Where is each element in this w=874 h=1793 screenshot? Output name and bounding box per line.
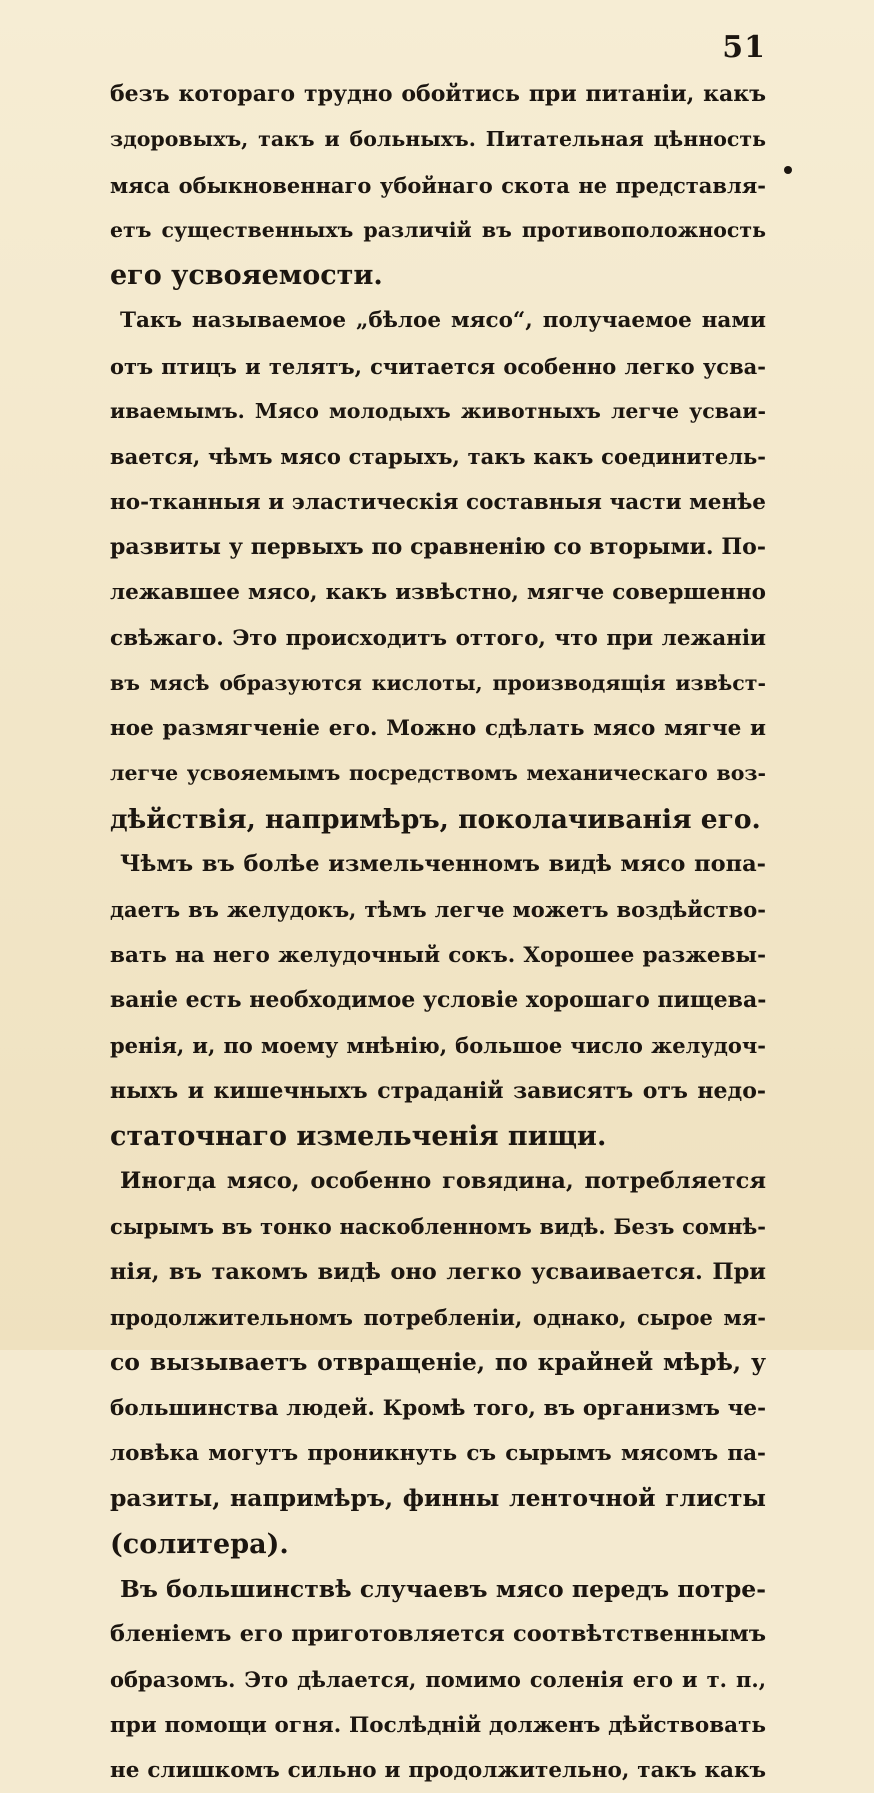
text-line: ное размягченіе его. Можно сдѣлать мясо мягче и <box>110 716 766 742</box>
text-line: нія, въ такомъ видѣ оно легко усваивается. При <box>110 1258 766 1285</box>
text-line: при помощи огня. Послѣдній долженъ дѣйствовать <box>110 1712 766 1738</box>
text-line: отъ птицъ и телятъ, считается особенно легко усва- <box>110 353 766 379</box>
text-line: етъ существенныхъ различій въ противоположность <box>110 217 766 242</box>
text-line: даетъ въ желудокъ, тѣмъ легче можетъ воздѣйство- <box>110 897 766 923</box>
text-line: ваніе есть необходимое условіе хорошаго пищева- <box>110 986 767 1013</box>
text-line: его усвояемости. <box>110 260 383 292</box>
text-line: дѣйствія, напримѣръ, поколачиванія его. <box>110 803 761 835</box>
text-line: большинства людей. Кромѣ того, въ организмъ че- <box>110 1395 766 1421</box>
text-line: продолжительномъ потребленіи, однако, сырое мя- <box>110 1305 766 1331</box>
page-number: 51 <box>722 30 766 65</box>
text-line: лежавшее мясо, какъ извѣстно, мягче совершенно <box>110 580 766 606</box>
text-line: ныхъ и кишечныхъ страданій зависятъ отъ недо- <box>110 1077 766 1104</box>
text-line: безъ котораго трудно обойтись при питаніи, какъ <box>110 81 766 107</box>
text-line: легче усвояемымъ посредствомъ механическаго воз- <box>110 761 766 786</box>
text-line: (солитера). <box>110 1528 289 1560</box>
text-line: бленіемъ его приготовляется соотвѣтственнымъ <box>110 1621 766 1648</box>
text-line: вать на него желудочный сокъ. Хорошее разжевы- <box>110 942 766 968</box>
text-line: вается, чѣмъ мясо старыхъ, такъ какъ соединитель- <box>110 444 766 470</box>
text-line: сырымъ въ тонко наскобленномъ видѣ. Безъ сомнѣ- <box>110 1214 766 1240</box>
text-line: не слишкомъ сильно и продолжительно, такъ какъ <box>110 1757 766 1783</box>
text-line: со вызываетъ отвращеніе, по крайней мѣрѣ, у <box>110 1348 766 1377</box>
text-line: Такъ называемое „бѣлое мясо“, получаемое нами <box>120 308 766 334</box>
text-line: Въ большинствѣ случаевъ мясо передъ потре- <box>120 1574 766 1603</box>
body-text <box>110 72 766 1793</box>
text-line: въ мясѣ образуются кислоты, производящія извѣст- <box>110 670 766 695</box>
text-line: ловѣка могутъ проникнуть съ сырымъ мясомъ па- <box>110 1440 766 1466</box>
text-line: здоровыхъ, такъ и больныхъ. Питательная цѣнность <box>110 127 766 152</box>
text-line: но-тканныя и эластическія составныя части менѣе <box>110 489 766 515</box>
text-line: свѣжаго. Это происходитъ оттого, что при лежаніи <box>110 625 766 651</box>
text-line: иваемымъ. Мясо молодыхъ животныхъ легче усваи- <box>110 399 766 424</box>
text-line: разиты, напримѣръ, финны ленточной глисты <box>110 1484 766 1513</box>
margin-mark <box>784 166 792 174</box>
text-line: мяса обыкновеннаго убойнаго скота не представля- <box>110 172 766 198</box>
text-line: образомъ. Это дѣлается, помимо соленія его и т. п., <box>110 1667 766 1693</box>
text-line: статочнаго измельченія пищи. <box>110 1120 607 1152</box>
text-line: развиты у первыхъ по сравненію со вторыми. По- <box>110 533 766 560</box>
text-line: Чѣмъ въ болѣе измельченномъ видѣ мясо попа- <box>120 851 766 878</box>
text-line: Иногда мясо, особенно говядина, потребляется <box>120 1168 766 1195</box>
text-line: ренія, и, по моему мнѣнію, большое число желудоч- <box>110 1033 766 1059</box>
